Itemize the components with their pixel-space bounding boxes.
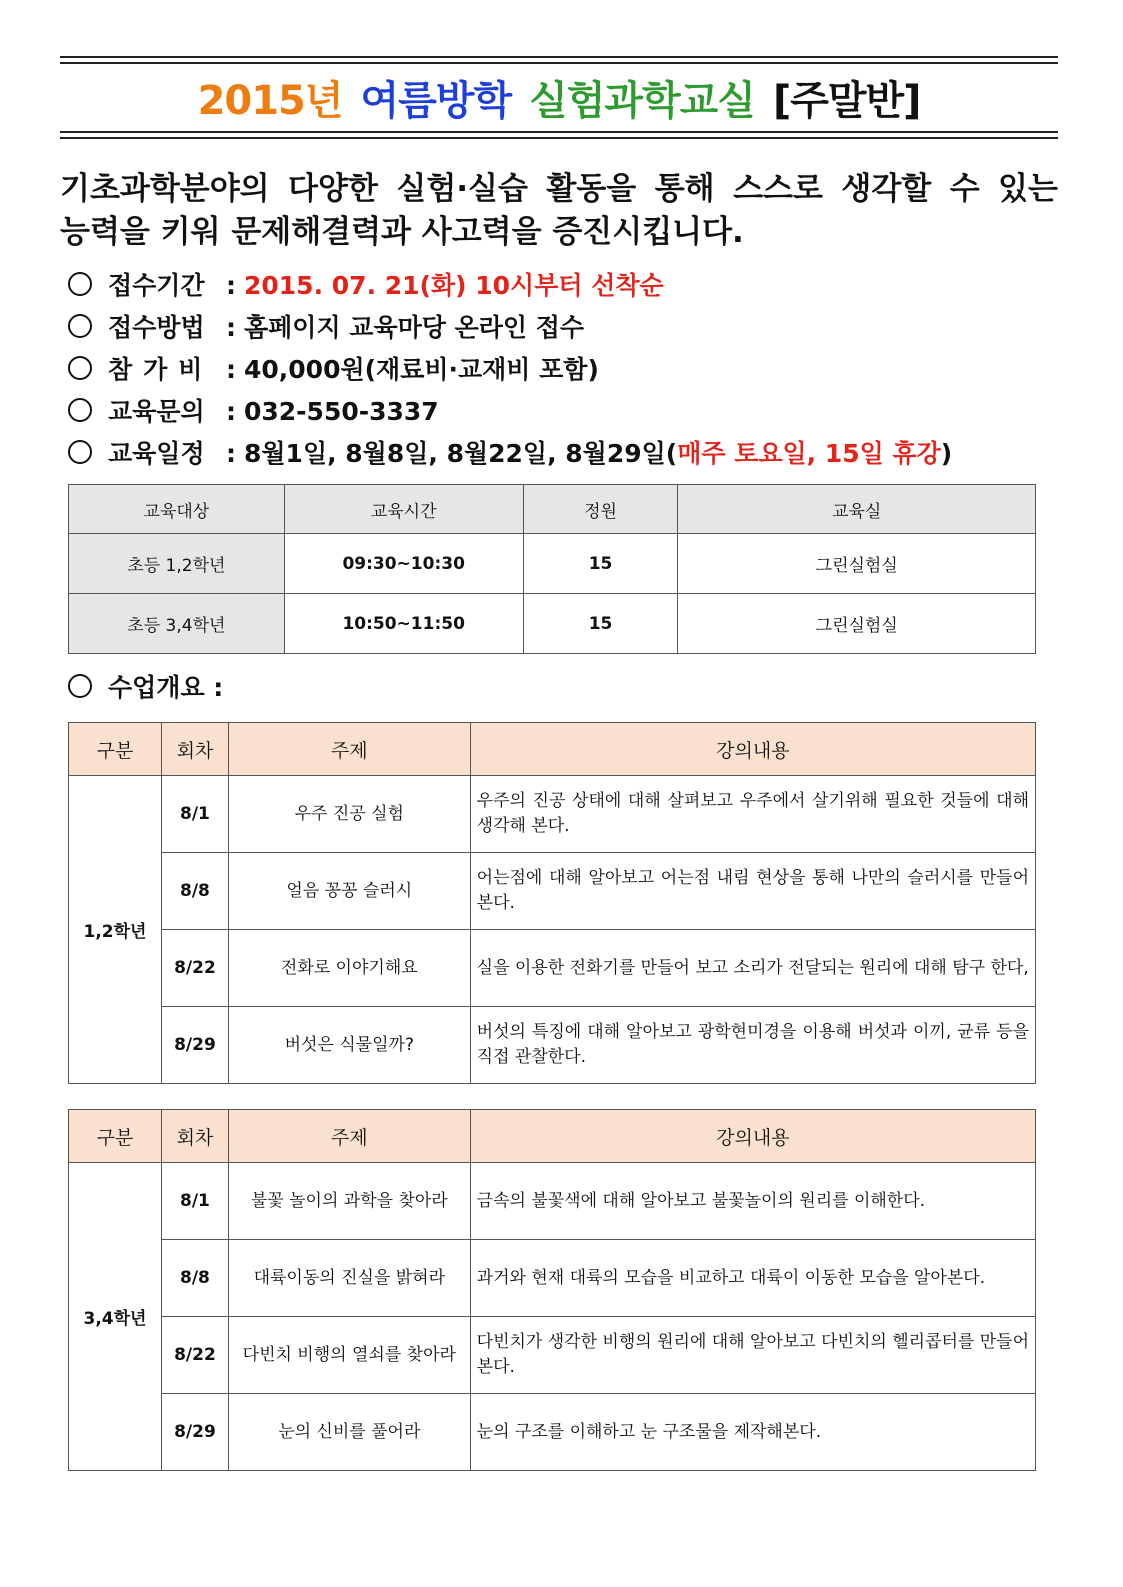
content-cell: 실을 이용한 전화기를 만들어 보고 소리가 전달되는 원리에 대해 탐구 한다, [470, 930, 1035, 1007]
circle-bullet-icon [68, 314, 92, 338]
content-cell: 과거와 현재 대륙의 모습을 비교하고 대륙이 이동한 모습을 알아본다. [470, 1240, 1035, 1317]
content-cell: 어는점에 대해 알아보고 어는점 내림 현상을 통해 나만의 슬러시를 만들어 본다. [470, 853, 1035, 930]
time-cell: 10:50~11:50 [284, 594, 523, 654]
info-value: 032-550-3337 [244, 397, 439, 426]
intro-line-2: 능력을 키워 문제해결력과 사고력을 증진시킵니다. [60, 214, 744, 250]
table-row [69, 1163, 1036, 1240]
title-rule-top-1 [60, 56, 1058, 58]
table-header: 구분 [69, 1110, 162, 1163]
table-header: 교육시간 [284, 485, 523, 534]
circle-bullet-icon [68, 440, 92, 464]
topic-cell: 다빈치 비행의 열쇠를 찾아라 [228, 1317, 470, 1394]
target-cell: 초등 3,4학년 [69, 594, 285, 654]
table-header: 강의내용 [470, 723, 1035, 776]
circle-bullet-icon [68, 272, 92, 296]
table-row [69, 930, 1036, 1007]
capacity-cell: 15 [523, 534, 678, 594]
content-cell: 눈의 구조를 이해하고 눈 구조물을 제작해본다. [470, 1394, 1035, 1471]
table-row [69, 853, 1036, 930]
intro-line-1: 기초과학분야의 다양한 실험·실습 활동을 통해 스스로 생각할 수 있는 [60, 171, 1058, 207]
content-cell: 버섯의 특징에 대해 알아보고 광학현미경을 이용해 버섯과 이끼, 균류 등을 직접 관찰한다. [470, 1007, 1035, 1084]
table-header: 회차 [161, 723, 228, 776]
table-header: 강의내용 [470, 1110, 1035, 1163]
info-value: 홈페이지 교육마당 온라인 접수 [244, 313, 585, 342]
room-cell: 그린실험실 [678, 534, 1036, 594]
topic-cell: 눈의 신비를 풀어라 [228, 1394, 470, 1471]
table-header-row [69, 723, 1036, 776]
course-table-grade-1-2 [68, 722, 1036, 1084]
info-fee: 참가비 : 40,000원(재료비·교재비 포함) [68, 350, 1028, 390]
info-registration-period: 접수기간 : 2015. 07. 21(화) 10시부터 선착순 [68, 266, 1028, 306]
capacity-cell: 15 [523, 594, 678, 654]
session-cell: 8/29 [161, 1007, 228, 1084]
table-header: 정원 [523, 485, 678, 534]
info-inquiry: 교육문의 : 032-550-3337 [68, 392, 1028, 432]
table-header: 교육실 [678, 485, 1036, 534]
title-year: 2015년 [197, 78, 343, 124]
info-registration-method: 접수방법 : 홈페이지 교육마당 온라인 접수 [68, 308, 1028, 348]
circle-bullet-icon [68, 674, 92, 698]
title-weekend: [주말반] [772, 78, 921, 124]
page-title [60, 72, 1058, 130]
info-label: 접수기간 [108, 271, 205, 300]
room-cell: 그린실험실 [678, 594, 1036, 654]
intro-text [60, 168, 1058, 254]
info-schedule-close: ) [940, 439, 953, 468]
session-cell: 8/8 [161, 853, 228, 930]
group-cell: 1,2학년 [69, 776, 162, 1084]
title-lab: 실험과학교실 [529, 78, 755, 124]
content-cell: 다빈치가 생각한 비행의 원리에 대해 알아보고 다빈치의 헬리콥터를 만들어 본다. [470, 1317, 1035, 1394]
title-rule-bottom-1 [60, 131, 1058, 133]
table-row [69, 1007, 1036, 1084]
table-header: 구분 [69, 723, 162, 776]
title-rule-top-2 [60, 62, 1058, 64]
info-value: 8월1일, 8월8일, 8월22일, 8월29일( [244, 439, 678, 468]
session-cell: 8/22 [161, 1317, 228, 1394]
table-header: 주제 [228, 1110, 470, 1163]
info-schedule-note: 매주 토요일, 15일 휴강 [677, 439, 941, 468]
topic-cell: 얼음 꽁꽁 슬러시 [228, 853, 470, 930]
info-label: 교육일정 [108, 439, 205, 468]
session-cell: 8/8 [161, 1240, 228, 1317]
group-cell: 3,4학년 [69, 1163, 162, 1471]
course-table-grade-3-4 [68, 1109, 1036, 1471]
info-label: 접수방법 [108, 313, 205, 342]
info-label: 교육문의 [108, 397, 205, 426]
topic-cell: 우주 진공 실험 [228, 776, 470, 853]
time-cell: 09:30~10:30 [284, 534, 523, 594]
info-schedule: 교육일정 : 8월1일, 8월8일, 8월22일, 8월29일(매주 토요일, 15일 휴강) [68, 434, 1028, 474]
overview-label [68, 668, 223, 708]
table-header: 주제 [228, 723, 470, 776]
schedule-table [68, 484, 1036, 654]
table-row [69, 1240, 1036, 1317]
title-vacation: 여름방학 [360, 78, 512, 124]
topic-cell: 대륙이동의 진실을 밝혀라 [228, 1240, 470, 1317]
info-value: 2015. 07. 21(화) 10시부터 선착순 [244, 271, 664, 300]
table-header: 교육대상 [69, 485, 285, 534]
table-row [69, 594, 1036, 654]
table-row [69, 776, 1036, 853]
session-cell: 8/29 [161, 1394, 228, 1471]
session-cell: 8/22 [161, 930, 228, 1007]
table-header-row [69, 1110, 1036, 1163]
info-label: 참가비 [108, 355, 214, 384]
topic-cell: 불꽃 놀이의 과학을 찾아라 [228, 1163, 470, 1240]
session-cell: 8/1 [161, 776, 228, 853]
circle-bullet-icon [68, 398, 92, 422]
table-header-row [69, 485, 1036, 534]
topic-cell: 버섯은 식물일까? [228, 1007, 470, 1084]
table-row [69, 1317, 1036, 1394]
table-header: 회차 [161, 1110, 228, 1163]
overview-label-text: 수업개요 : [108, 673, 224, 702]
session-cell: 8/1 [161, 1163, 228, 1240]
info-value: 40,000원(재료비·교재비 포함) [244, 355, 599, 384]
content-cell: 금속의 불꽃색에 대해 알아보고 불꽃놀이의 원리를 이해한다. [470, 1163, 1035, 1240]
target-cell: 초등 1,2학년 [69, 534, 285, 594]
content-cell: 우주의 진공 상태에 대해 살펴보고 우주에서 살기위해 필요한 것들에 대해 생각해 본다. [470, 776, 1035, 853]
title-rule-bottom-2 [60, 137, 1058, 139]
table-row [69, 534, 1036, 594]
topic-cell: 전화로 이야기해요 [228, 930, 470, 1007]
circle-bullet-icon [68, 356, 92, 380]
table-row [69, 1394, 1036, 1471]
